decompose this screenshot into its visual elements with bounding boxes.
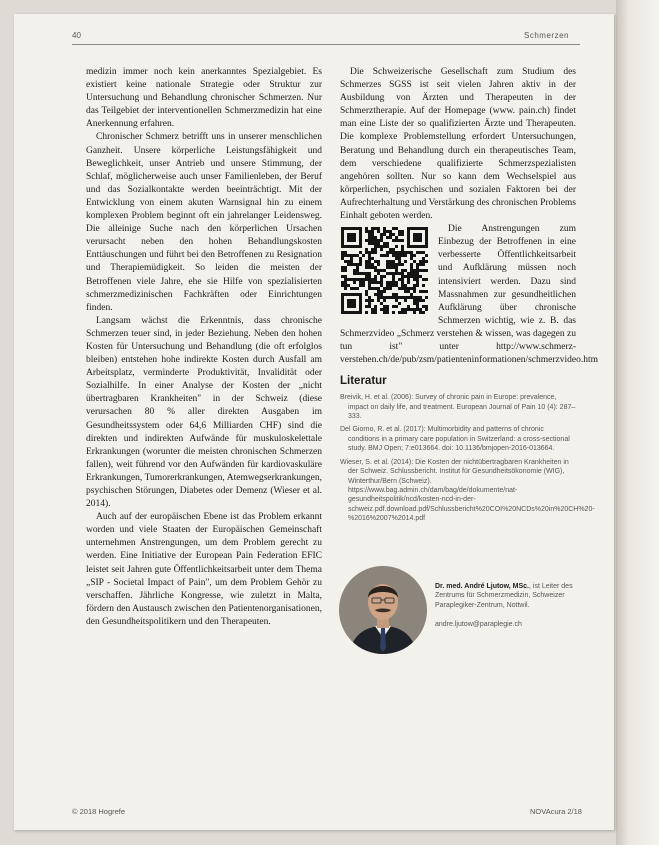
- author-description: , ist Leiter des Zentrums für Schmerzmedizin, Schweizer Paraplegiker-Zentrum, Nottwil.: [435, 583, 573, 609]
- header-rule: [72, 44, 580, 45]
- column-right: [340, 66, 599, 528]
- page-number: 40: [72, 31, 81, 40]
- qr-code[interactable]: [340, 225, 430, 317]
- literature-heading: Literatur: [340, 375, 387, 388]
- reference-item: Del Giorno, R. et al. (2017): Multimorbidity and patterns of chronic conditions in a primary care population in Switzerland: a cross-sectional study. BMJ Open; 7:e013664. doi: 10.1136/bmjopen-2016-013664.: [340, 426, 570, 453]
- paragraph: Die Anstrengungen zum Einbezug der Betroffenen in eine verbesserte Öffentlichkeitsarbeit und Aufklärung müssen noch intensiviert werden. Dazu sind Massnahmen zur gesundheitlichen Aufklärung über chronische Schmerzen wichtig, wie z. B. das Schmerzvideo „Schmerz verstehen & wissen, was dagegen zu tun ist" unter http://www.schmerz-verstehen.ch/de/pub/zsm/patienteninformationen/schmerzvideo.htm: [340, 224, 599, 366]
- section-title: Schmerzen: [524, 31, 569, 40]
- reference-item: Wieser, S. et al. (2014): Die Kosten der nichtübertragbaren Krankheiten in der Schweiz. Schlussbericht. Institut für Gesundheitsökonomie (WIG), Winterthur/Bern (Schweiz). https://www.bag.admin.ch/dam/bag/de/dokumente/nat-gesundheitspolitik/ncd/kosten-ncd-in-der-schweiz.pdf.download.pdf/Schlussbericht%20COI%20NCDs%20in%20CH%20-%2016%2007%2014.pdf: [340, 458, 595, 523]
- reference-list: [340, 393, 595, 523]
- paragraph: medizin immer noch kein anerkanntes Spezialgebiet. Es existiert keine nationale Strategie oder Struktur zur Untersuchung und Behandlung chronischer Schmerzen. Nur das Teilgebiet der interventionellen Schmerzmedizin hat eine Anerkennung erfahren.: [86, 67, 322, 130]
- reference-item: Breivik, H. et al. (2006): Survey of chronic pain in Europe: prevalence, impact on daily life, and treatment. European Journal of Pain 10 (4): 287–333.: [340, 394, 576, 421]
- footer-issue: NOVAcura 2/18: [530, 807, 582, 816]
- author-name: Dr. med. André Ljutow, MSc.: [435, 583, 529, 590]
- author-photo: [339, 566, 427, 654]
- author-email[interactable]: andre.ljutow@paraplegie.ch: [435, 621, 522, 629]
- paragraph: Langsam wächst die Erkenntnis, dass chronische Schmerzen teuer sind, in jeder Beziehung. Neben den hohen Kosten für Untersuchung und Behandlung (die oft erfolglos bleiben) entstehen hohe indirekte Kosten durch Ausfall am Arbeitsplatz, verminderte Produktivität, Invalidität oder Sozialhilfe. In einer Analyse der Kosten der „nicht übertragbaren Krankheiten" in der Schweiz (diese verursachen 80 % aller direkten Ausgaben im Gesundheitssystem oder 64,6 Milliarden CHF) sind die direkten und indirekten Aufwände für muskuloskelettale Erkrankungen (worunter die meisten chronischen Schmerzen fallen), weit führend vor den Aufwänden für kardiovaskuläre Erkrankungen, Tumorerkrankungen, Atemwegserkrankungen, psychischen Störungen, Diabetes oder Demenz (Wieser et al. 2014).: [86, 315, 322, 510]
- paragraph: Chronischer Schmerz betrifft uns in unserer menschlichen Ganzheit. Unsere körperliche Leistungsfähigkeit und Beweglichkeit, unser Antrieb und unsere Stimmung, der Schlaf, möglicherweise auch unser Familienleben, der Beruf und das Sozialkontakte werden beeinträchtigt. Mit der Entwicklung von einem akuten Warnsignal hin zu einem komplexen Problem beginnt oft ein jahrelanger Leidensweg. Die alleinige Suche nach den körperlichen Ursachen verursacht neben den hohen Behandlungskosten Enttäuschungen und führt bei den Betroffenen zu Resignation und Therapiemüdigkeit. So leiden die meisten der Betroffenen viele Jahre, ehe sie Hilfe von spezialisierten schmerzmedizinischen Fachkräften oder Einrichtungen finden.: [86, 132, 322, 313]
- author-box: [339, 566, 579, 662]
- footer-copyright: © 2018 Hogrefe: [72, 807, 126, 816]
- author-bio: [435, 582, 581, 630]
- column-left: [86, 66, 322, 629]
- paragraph: Die Schweizerische Gesellschaft zum Studium des Schmerzes SGSS ist seit vielen Jahren aktiv in der Ausbildung von Ärzten und Therapeuten in der Schmerztherapie. Auf der Homepage (www. pain.ch) findet man eine Liste der so qualifizierten Ärzte und Therapeuten. Die komplexe Problemstellung erfordert Untersuchungen, Beratung und Behandlung durch ein therapeutisches Team, dem verschiedene qualifizierte Schmerzspezialisten angehören sollten. Nur so kann dem Wechselspiel aus körperlichen, psychischen und sozialen Faktoren bei der Aufrechterhaltung und Verstärkung des chronischen Problems Einhalt geboten werden.: [340, 67, 576, 222]
- page-edge: [616, 0, 659, 845]
- paragraph: Auch auf der europäischen Ebene ist das Problem erkannt worden und viele Staaten der Europäischen Gemeinschaft unternehmen Anstrengungen, um dem Problem gerecht zu werden. Eine Initiative der European Pain Federation EFIC leistet seit Jahren gute Öffentlichkeitsarbeit unter dem Thema „SIP - Societal Impact of Pain", um dem Problem Gehör zu verschaffen. Jährliche Kongresse, wie zuletzt in Malta, fördern den Austausch zwischen den Patientenorganisationen, den Gesundheitspolitikern und den Therapeuten.: [86, 512, 322, 627]
